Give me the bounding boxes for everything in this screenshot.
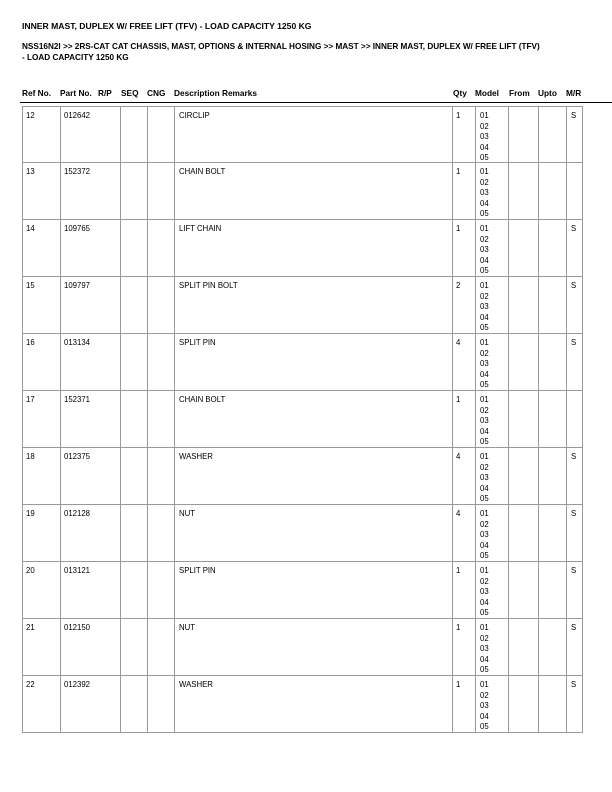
mr-cell: S (571, 452, 577, 461)
model-code: 03 (480, 132, 489, 141)
from-cell (509, 163, 539, 219)
table-row (22, 277, 583, 334)
ref-no-cell: 22 (23, 676, 61, 732)
model-cell (476, 107, 509, 162)
upto-cell (539, 391, 567, 447)
breadcrumb-line-2: - LOAD CAPACITY 1250 KG (22, 52, 129, 62)
model-code: 01 (480, 452, 489, 461)
header-qty: Qty (453, 88, 467, 98)
model-code: 02 (480, 519, 489, 529)
upto-cell (539, 163, 567, 219)
part-no-cell: 152371 (61, 391, 121, 447)
model-code: 02 (480, 234, 489, 244)
upto-cell (539, 619, 567, 675)
upto-cell (539, 220, 567, 276)
seq-cell (148, 391, 175, 447)
rp-cell (121, 163, 148, 219)
table-row (22, 505, 583, 562)
table-row (22, 106, 583, 163)
ref-no-cell: 15 (23, 277, 61, 333)
rp-cell (121, 448, 148, 504)
qty-cell: 1 (453, 220, 476, 276)
header-seq: SEQ (121, 88, 139, 98)
model-code: 04 (480, 142, 489, 152)
upto-cell (539, 334, 567, 390)
seq-cell (148, 277, 175, 333)
header-upto: Upto (538, 88, 557, 98)
table-row (22, 676, 583, 733)
seq-cell (148, 505, 175, 561)
ref-no-cell: 19 (23, 505, 61, 561)
part-no-cell: 012375 (61, 448, 121, 504)
from-cell (509, 107, 539, 162)
rp-cell (121, 277, 148, 333)
from-cell (509, 505, 539, 561)
part-no-cell: 012642 (61, 107, 121, 162)
model-code: 05 (480, 722, 489, 731)
seq-cell (148, 334, 175, 390)
mr-cell: S (571, 111, 577, 120)
from-cell (509, 277, 539, 333)
upto-cell (539, 448, 567, 504)
model-code: 01 (480, 509, 489, 518)
seq-cell (148, 107, 175, 162)
ref-no-cell: 21 (23, 619, 61, 675)
model-code: 01 (480, 111, 489, 120)
ref-no-cell: 14 (23, 220, 61, 276)
breadcrumb-line-1: NSS16N2I >> 2RS-CAT CAT CHASSIS, MAST, OPTIONS & INTERNAL HOSING >> MAST >> INNER MAST, DUPLEX W/ FREE LIFT (TFV) (22, 42, 540, 51)
model-code: 02 (480, 177, 489, 187)
mr-cell: S (571, 224, 577, 233)
model-code: 02 (480, 405, 489, 415)
table-row (22, 220, 583, 277)
model-code: 03 (480, 302, 489, 311)
model-code: 05 (480, 494, 489, 503)
description-cell: WASHER (175, 676, 453, 732)
qty-cell: 1 (453, 391, 476, 447)
seq-cell (148, 676, 175, 732)
model-code: 01 (480, 167, 489, 176)
description-cell: SPLIT PIN BOLT (175, 277, 453, 333)
from-cell (509, 391, 539, 447)
seq-cell (148, 562, 175, 618)
from-cell (509, 220, 539, 276)
model-code: 04 (480, 255, 489, 265)
description-cell: LIFT CHAIN (175, 220, 453, 276)
mr-cell (567, 391, 584, 447)
header-model: Model (475, 88, 499, 98)
upto-cell (539, 107, 567, 162)
qty-cell: 4 (453, 334, 476, 390)
breadcrumb (22, 42, 597, 63)
qty-cell: 4 (453, 505, 476, 561)
from-cell (509, 676, 539, 732)
table-row (22, 163, 583, 220)
model-cell (476, 619, 509, 675)
seq-cell (148, 448, 175, 504)
model-cell (476, 220, 509, 276)
mr-cell: S (571, 623, 577, 632)
qty-cell: 2 (453, 277, 476, 333)
model-cell (476, 334, 509, 390)
model-code: 03 (480, 644, 489, 653)
part-no-cell: 012128 (61, 505, 121, 561)
ref-no-cell: 16 (23, 334, 61, 390)
header-from: From (509, 88, 530, 98)
model-code: 01 (480, 566, 489, 575)
model-code: 03 (480, 530, 489, 539)
from-cell (509, 334, 539, 390)
model-code: 05 (480, 380, 489, 389)
model-code: 02 (480, 348, 489, 358)
model-code: 04 (480, 312, 489, 322)
seq-cell (148, 220, 175, 276)
table-row (22, 448, 583, 505)
model-code: 05 (480, 323, 489, 332)
model-code: 03 (480, 701, 489, 710)
header-ref-no: Ref No. (22, 88, 52, 98)
seq-cell (148, 619, 175, 675)
description-cell: SPLIT PIN (175, 334, 453, 390)
model-code: 04 (480, 483, 489, 493)
qty-cell: 1 (453, 676, 476, 732)
header-part-no: Part No. (60, 88, 92, 98)
mr-cell (567, 163, 584, 219)
model-code: 03 (480, 188, 489, 197)
model-code: 04 (480, 540, 489, 550)
model-code: 03 (480, 359, 489, 368)
rp-cell (121, 676, 148, 732)
table-header (0, 88, 612, 100)
table-row (22, 562, 583, 619)
table-row (22, 334, 583, 391)
model-cell (476, 562, 509, 618)
model-code: 03 (480, 587, 489, 596)
rp-cell (121, 107, 148, 162)
model-code: 02 (480, 633, 489, 643)
from-cell (509, 448, 539, 504)
qty-cell: 4 (453, 448, 476, 504)
rp-cell (121, 505, 148, 561)
model-code: 05 (480, 153, 489, 162)
description-cell: NUT (175, 619, 453, 675)
description-cell: SPLIT PIN (175, 562, 453, 618)
upto-cell (539, 505, 567, 561)
part-no-cell: 013121 (61, 562, 121, 618)
rp-cell (121, 391, 148, 447)
header-cng: CNG (147, 88, 166, 98)
qty-cell: 1 (453, 107, 476, 162)
model-cell (476, 505, 509, 561)
part-no-cell: 012150 (61, 619, 121, 675)
ref-no-cell: 18 (23, 448, 61, 504)
part-no-cell: 013134 (61, 334, 121, 390)
description-cell: CHAIN BOLT (175, 163, 453, 219)
ref-no-cell: 13 (23, 163, 61, 219)
model-code: 01 (480, 224, 489, 233)
model-code: 04 (480, 369, 489, 379)
part-no-cell: 109797 (61, 277, 121, 333)
model-code: 01 (480, 680, 489, 689)
ref-no-cell: 20 (23, 562, 61, 618)
model-code: 03 (480, 473, 489, 482)
model-cell (476, 163, 509, 219)
model-code: 04 (480, 654, 489, 664)
description-cell: CIRCLIP (175, 107, 453, 162)
description-cell: CHAIN BOLT (175, 391, 453, 447)
model-code: 04 (480, 426, 489, 436)
description-cell: WASHER (175, 448, 453, 504)
table-row (22, 391, 583, 448)
model-cell (476, 448, 509, 504)
model-code: 02 (480, 291, 489, 301)
description-cell: NUT (175, 505, 453, 561)
model-code: 02 (480, 576, 489, 586)
part-no-cell: 109765 (61, 220, 121, 276)
mr-cell: S (571, 281, 577, 290)
model-code: 02 (480, 690, 489, 700)
from-cell (509, 562, 539, 618)
upto-cell (539, 676, 567, 732)
upto-cell (539, 277, 567, 333)
model-cell (476, 676, 509, 732)
seq-cell (148, 163, 175, 219)
qty-cell: 1 (453, 619, 476, 675)
model-code: 05 (480, 209, 489, 218)
model-code: 01 (480, 281, 489, 290)
header-mr: M/R (566, 88, 582, 98)
ref-no-cell: 12 (23, 107, 61, 162)
mr-cell: S (571, 509, 577, 518)
model-code: 01 (480, 395, 489, 404)
model-code: 04 (480, 711, 489, 721)
header-divider (20, 102, 612, 103)
mr-cell: S (571, 566, 577, 575)
mr-cell: S (571, 680, 577, 689)
model-code: 05 (480, 551, 489, 560)
model-code: 01 (480, 338, 489, 347)
rp-cell (121, 334, 148, 390)
mr-cell: S (571, 338, 577, 347)
model-code: 03 (480, 416, 489, 425)
rp-cell (121, 220, 148, 276)
model-code: 01 (480, 623, 489, 632)
from-cell (509, 619, 539, 675)
ref-no-cell: 17 (23, 391, 61, 447)
upto-cell (539, 562, 567, 618)
rp-cell (121, 562, 148, 618)
model-code: 05 (480, 608, 489, 617)
model-code: 03 (480, 245, 489, 254)
model-code: 05 (480, 665, 489, 674)
model-code: 04 (480, 597, 489, 607)
model-cell (476, 277, 509, 333)
header-rp: R/P (98, 88, 112, 98)
page-title: INNER MAST, DUPLEX W/ FREE LIFT (TFV) - LOAD CAPACITY 1250 KG (22, 21, 312, 31)
model-code: 05 (480, 266, 489, 275)
model-code: 05 (480, 437, 489, 446)
model-code: 04 (480, 198, 489, 208)
qty-cell: 1 (453, 562, 476, 618)
parts-table (22, 106, 583, 733)
part-no-cell: 152372 (61, 163, 121, 219)
table-row (22, 619, 583, 676)
model-code: 02 (480, 121, 489, 131)
rp-cell (121, 619, 148, 675)
part-no-cell: 012392 (61, 676, 121, 732)
qty-cell: 1 (453, 163, 476, 219)
model-cell (476, 391, 509, 447)
header-description: Description Remarks (174, 88, 258, 98)
model-code: 02 (480, 462, 489, 472)
